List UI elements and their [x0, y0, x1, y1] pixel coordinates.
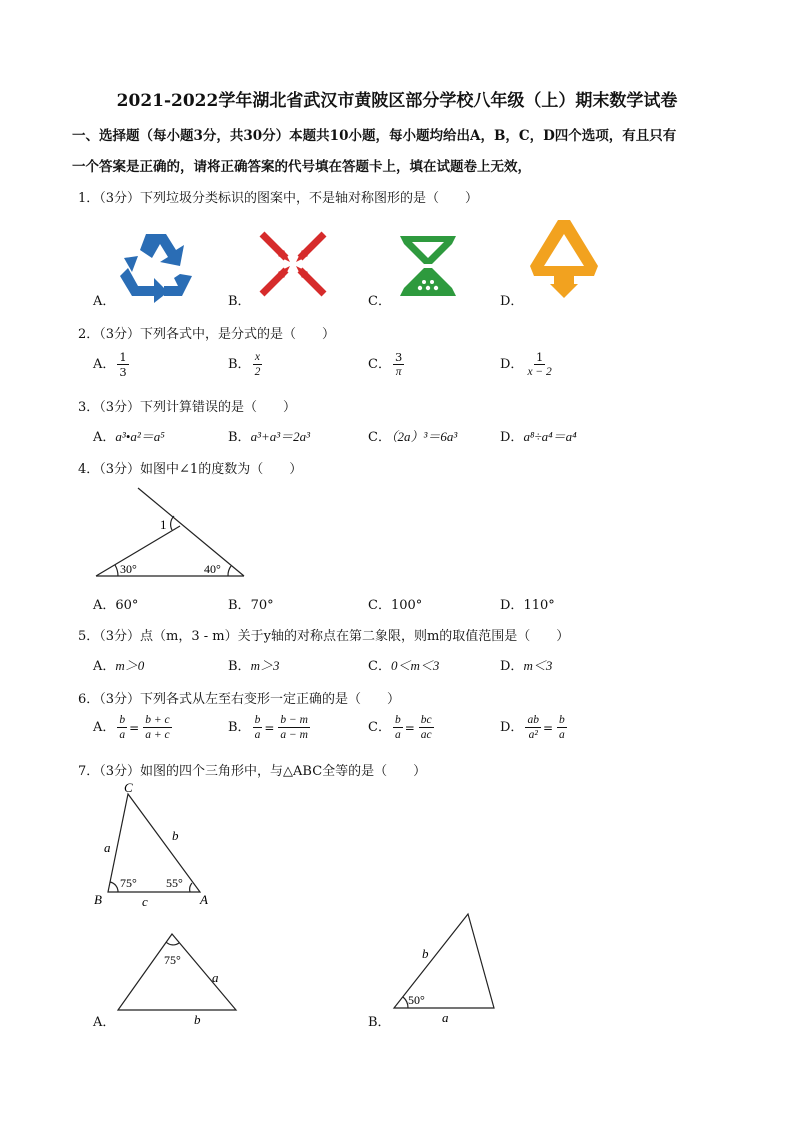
q1-option-a-label: A． — [93, 294, 116, 309]
q7-option-a-side1: a — [212, 970, 219, 985]
q7-option-b-angle: 50° — [408, 993, 425, 1007]
q7-option-b-side1: b — [422, 946, 429, 961]
q2-stem: 2．（3分）下列各式中，是分式的是（ ） — [78, 327, 336, 342]
q7-side-c: c — [142, 894, 148, 909]
q5-option-c: C．0＜m＜3 — [368, 658, 440, 674]
q6-option-c: C． $\frac{b}{a}$ = $\frac{bc}{ac}$ — [368, 714, 432, 741]
q7-angle-a: 55° — [166, 876, 183, 890]
q3-stem: 3．（3分）下列计算错误的是（ ） — [78, 400, 297, 415]
section-header-line2: 一个答案是正确的，请将正确答案的代号填在答题卡上，填在试题卷上无效， — [72, 159, 531, 175]
q7-option-a-angle: 75° — [164, 953, 181, 967]
q4-right-angle: 40° — [204, 562, 221, 576]
q1-option-c-label: C． — [368, 294, 391, 309]
q1-option-d-label: D． — [500, 294, 524, 309]
q7-vertex-b: B — [94, 892, 102, 907]
recycle-icon — [118, 228, 194, 304]
q6-stem: 6．（3分）下列各式从左至右变形一定正确的是（ ） — [78, 692, 401, 707]
q5-option-b: B．m＞3 — [228, 658, 280, 674]
q5-stem: 5．（3分）点（m，3 - m）关于y轴的对称点在第二象限，则m的取值范围是（ ） — [78, 629, 570, 644]
q6-option-d: D． $\frac{ab}{\text{a²}}$ = $\frac{b}{a}$ — [500, 714, 565, 741]
q4-stem: 4．（3分）如图中∠1的度数为（ ） — [78, 462, 303, 477]
q4-option-c: C．100° — [368, 598, 423, 613]
q7-side-a: a — [104, 840, 111, 855]
q7-option-b-label: B． — [368, 1015, 391, 1030]
q4-triangle-figure — [92, 486, 252, 582]
q5-option-a: A．m＞0 — [93, 658, 145, 674]
q4-option-a: A．60° — [93, 598, 139, 613]
other-waste-icon — [528, 218, 600, 300]
q7-stem: 7．（3分）如图的四个三角形中，与△ABC全等的是（ ） — [78, 764, 427, 779]
q3-option-b: B．a³+a³＝2a³ — [228, 429, 311, 445]
q4-option-b: B．70° — [228, 598, 274, 613]
section-header-line1: 一、选择题（每小题3分，共30分）本题共10小题，每小题均给出A，B，C，D四个选项，有且只有 — [72, 128, 677, 144]
hazard-arrows-icon — [258, 230, 328, 298]
q2-option-c: C． $\frac{3}{\pi}$ — [368, 350, 403, 378]
q7-angle-b: 75° — [120, 876, 137, 890]
q2-option-a: A． $\frac{1}{3}$ — [93, 350, 127, 379]
q4-left-angle: 30° — [120, 562, 137, 576]
page-title: 2021-2022学年湖北省武汉市黄陂区部分学校八年级（上）期末数学试卷 — [116, 91, 678, 111]
q7-option-b-triangle — [386, 908, 502, 1028]
q3-option-d: D．a⁸÷a⁴＝a⁴ — [500, 429, 577, 445]
q7-vertex-a: A — [200, 892, 208, 907]
q6-option-a: A． $\frac{b}{a}$ = $\frac{b + c}{a + c}$ — [93, 714, 170, 741]
q7-option-b-side2: a — [442, 1010, 449, 1025]
q1-stem: 1．（3分）下列垃圾分类标识的图案中，不是轴对称图形的是（ ） — [78, 191, 479, 206]
q2-option-b: B． $\frac{x}{2}$ — [228, 351, 261, 378]
q7-option-a-label: A． — [93, 1015, 116, 1030]
q4-option-d: D．110° — [500, 598, 555, 613]
q7-option-a-side2: b — [194, 1012, 201, 1027]
q7-side-b: b — [172, 828, 179, 843]
q7-main-triangle — [88, 780, 218, 910]
q1-option-b-label: B． — [228, 294, 251, 309]
q6-option-b: B． $\frac{b}{a}$ = $\frac{b - m}{a - m}$ — [228, 714, 308, 741]
q3-option-a: A．a³•a²＝a⁵ — [93, 429, 165, 445]
q3-option-c: C．（2a）³＝6a³ — [368, 429, 458, 445]
q4-angle1-label: 1 — [160, 517, 167, 532]
q5-option-d: D．m＜3 — [500, 658, 553, 674]
q7-vertex-c: C — [124, 780, 133, 795]
q7-option-a-triangle — [112, 928, 244, 1028]
kitchen-waste-icon — [398, 234, 458, 298]
q2-option-d: D． $\frac{1}{x - 2}$ — [500, 350, 552, 378]
